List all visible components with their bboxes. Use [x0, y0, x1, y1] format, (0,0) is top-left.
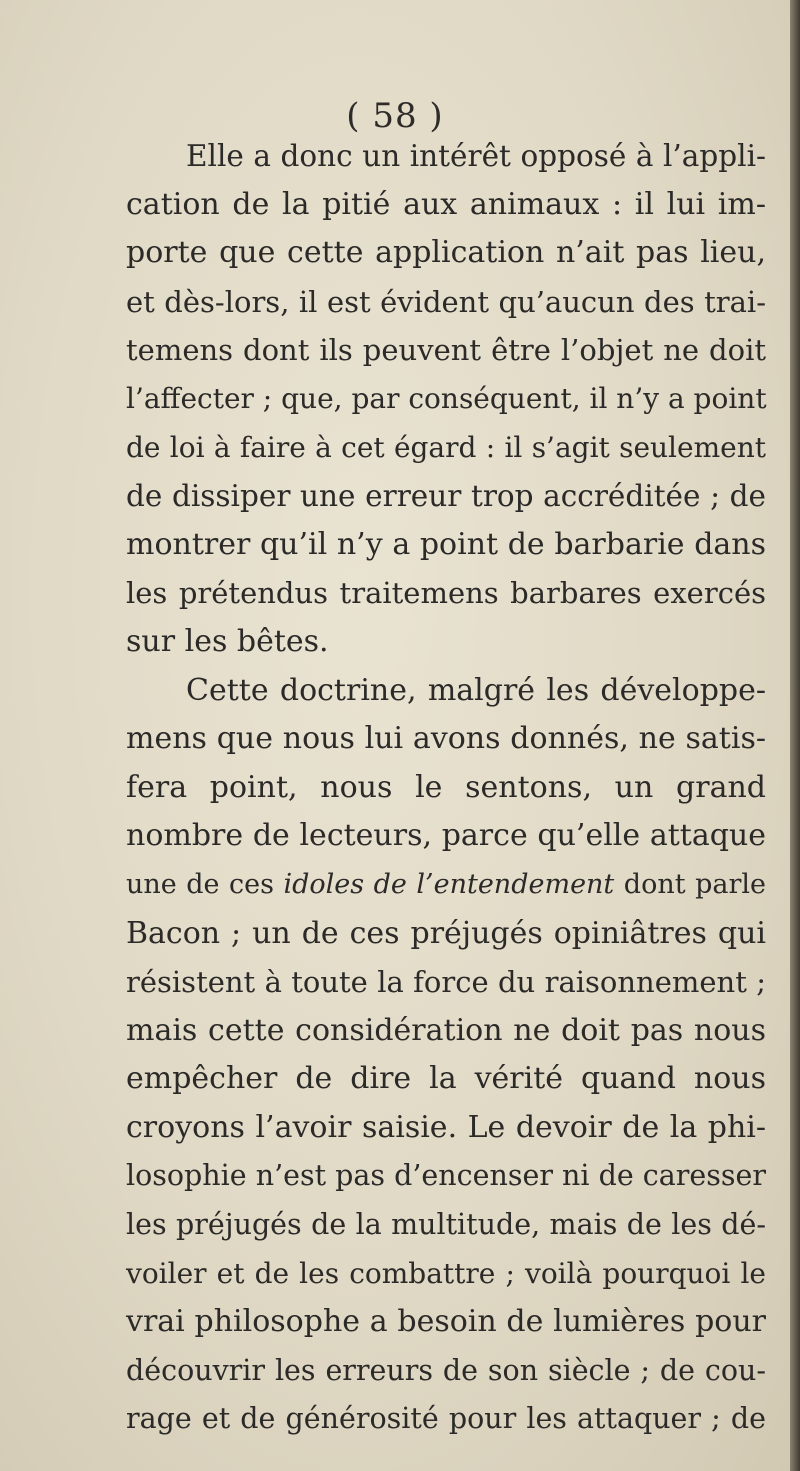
page-edge-shadow: [790, 0, 800, 1471]
text-line: vrai philosophe a besoin de lumières pour: [126, 1304, 766, 1340]
body-text: [126, 132, 766, 1444]
text-line: rage et de générosité pour les attaquer ; de: [126, 1402, 766, 1436]
text-line: mens que nous lui avons donnés, ne satis-: [126, 721, 766, 757]
text-line: [126, 861, 766, 910]
text-line: résistent à toute la force du raisonnement ;: [126, 965, 766, 1000]
page-number: ( 58 ): [346, 96, 444, 136]
text-line: mais cette considération ne doit pas nous: [126, 1012, 766, 1048]
text-line: croyons l’avoir saisie. Le devoir de la phi-: [126, 1109, 766, 1145]
text-segment: dont parle: [614, 868, 766, 900]
text-segment: une de ces: [126, 868, 284, 900]
text-line: sur les bêtes.: [126, 623, 329, 659]
text-line: Elle a donc un intérêt opposé à l’appli-: [186, 139, 766, 173]
text-line: de loi à faire à cet égard : il s’agit seulement: [126, 430, 766, 464]
text-line: fera point, nous le sentons, un grand: [126, 769, 766, 805]
text-line: et dès-lors, il est évident qu’aucun des trai-: [126, 284, 766, 319]
text-line: porte que cette application n’ait pas lieu,: [126, 235, 766, 271]
text-line: découvrir les erreurs de son siècle ; de cou-: [126, 1353, 766, 1387]
text-line: de dissiper une erreur trop accréditée ; de: [126, 479, 766, 514]
text-line: empêcher de dire la vérité quand nous: [126, 1061, 766, 1097]
text-line: montrer qu’il n’y a point de barbarie dans: [126, 526, 766, 562]
text-line: nombre de lecteurs, parce qu’elle attaque: [126, 818, 766, 854]
italic-phrase: idoles de l’entendement: [283, 868, 615, 900]
text-line: cation de la pitié aux animaux : il lui im-: [126, 186, 766, 222]
text-line: l’affecter ; que, par conséquent, il n’y a point: [126, 381, 767, 415]
text-line: losophie n’est pas d’encenser ni de caresser: [126, 1159, 766, 1193]
text-line: voiler et de les combattre ; voilà pourquoi le: [126, 1256, 766, 1290]
text-line: temens dont ils peuvent être l’objet ne doit: [126, 333, 766, 368]
text-line: Cette doctrine, malgré les développe-: [186, 672, 766, 708]
text-line: les préjugés de la multitude, mais de les dé-: [126, 1208, 766, 1242]
text-line: Bacon ; un de ces préjugés opiniâtres qui: [126, 915, 766, 951]
text-line: les prétendus traitemens barbares exercés: [126, 576, 766, 611]
